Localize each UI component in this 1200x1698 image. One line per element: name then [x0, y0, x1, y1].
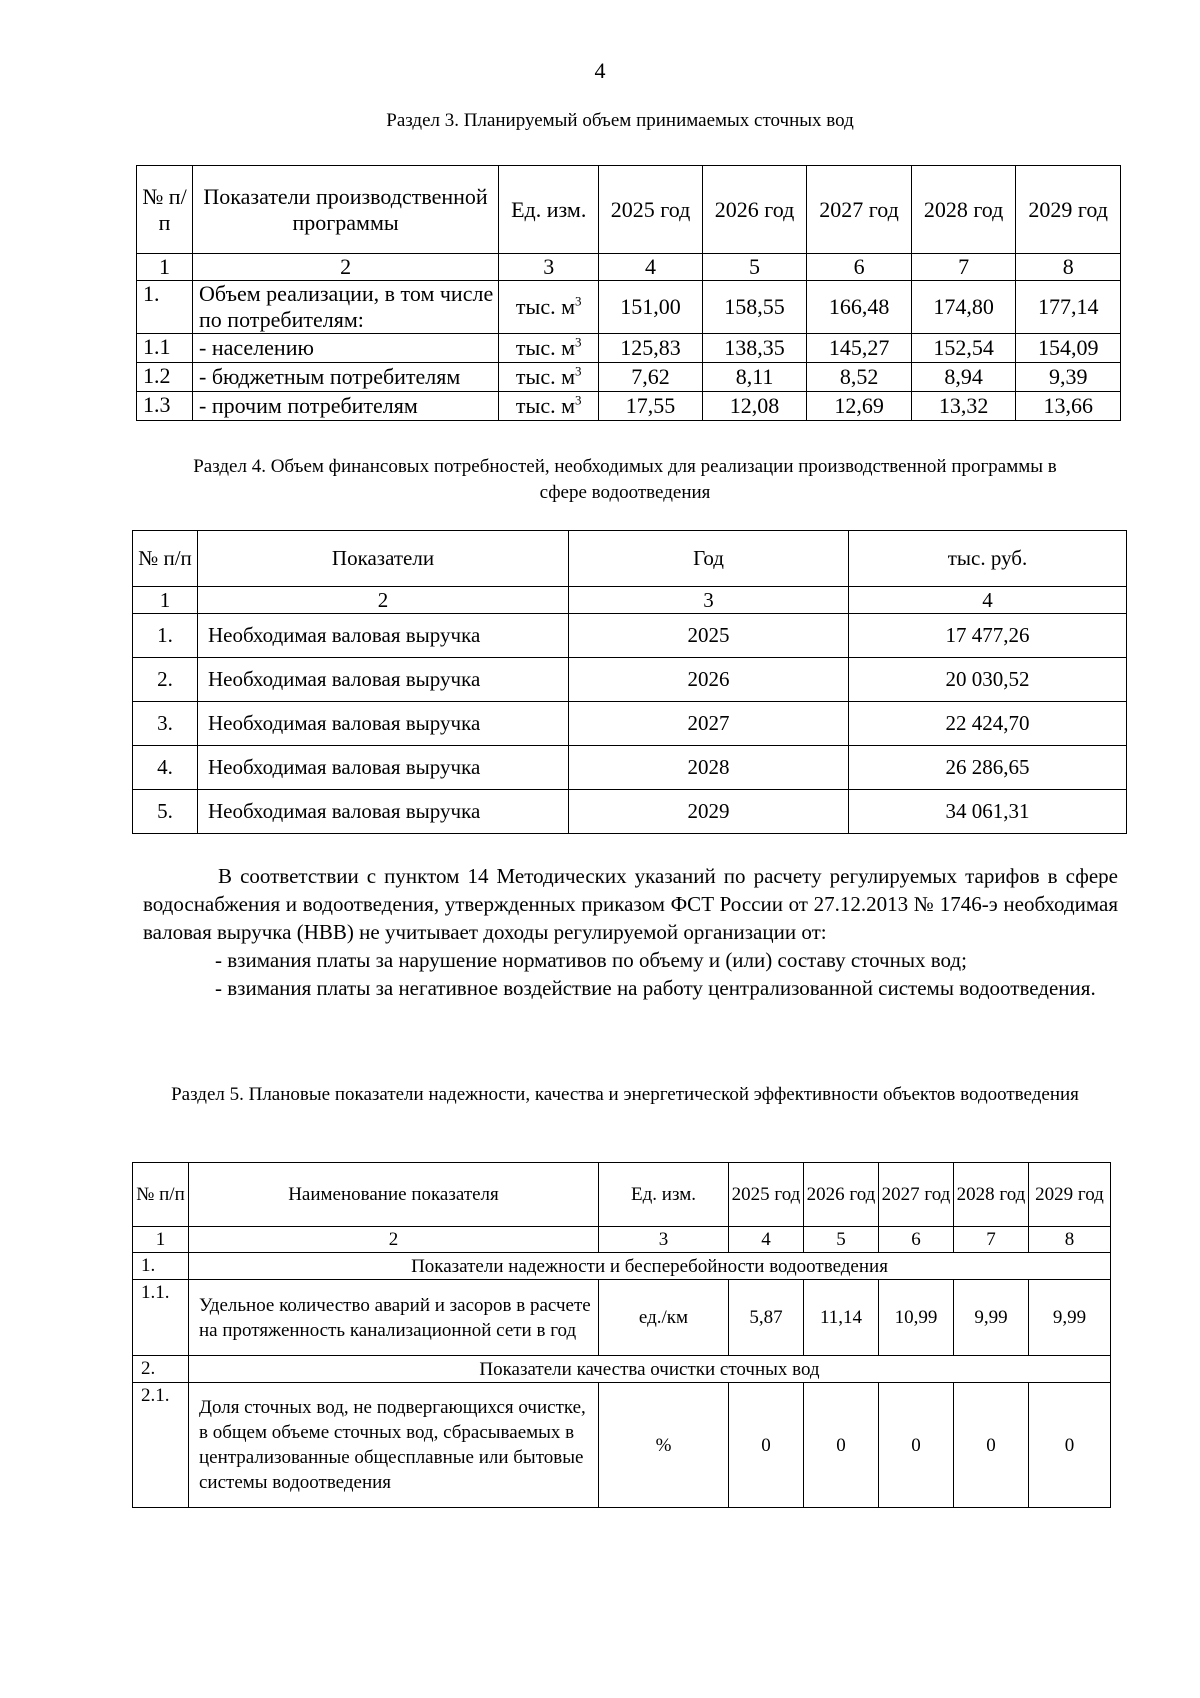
header-cell: № п/п: [133, 1163, 189, 1227]
row-name: Удельное количество аварий и засоров в расчете на протяженность канализационной сети в год: [189, 1280, 599, 1356]
column-number: 5: [702, 254, 807, 281]
header-cell: 2027 год: [807, 166, 912, 254]
value-cell: 22 424,70: [849, 702, 1127, 746]
row-name: Необходимая валовая выручка: [198, 702, 569, 746]
table-header-row: [133, 531, 1127, 587]
value-cell: 10,99: [879, 1280, 954, 1356]
value-cell: 152,54: [911, 334, 1016, 363]
row-name: Необходимая валовая выручка: [198, 790, 569, 834]
header-cell: Показатели производственной программы: [193, 166, 499, 254]
column-number-row: [133, 1227, 1111, 1253]
unit-cell: %: [599, 1383, 729, 1508]
table-row: [137, 281, 1121, 334]
year-cell: 2028: [569, 746, 849, 790]
value-cell: 0: [954, 1383, 1029, 1508]
value-cell: 8,52: [807, 363, 912, 392]
header-cell: 2025 год: [729, 1163, 804, 1227]
column-number: 2: [189, 1227, 599, 1253]
header-cell: Ед. изм.: [499, 166, 599, 254]
value-cell: 125,83: [599, 334, 702, 363]
header-cell: Год: [569, 531, 849, 587]
column-number: 4: [599, 254, 702, 281]
table-header-row: [137, 166, 1121, 254]
row-number: 1.: [133, 614, 198, 658]
row-number: 4.: [133, 746, 198, 790]
value-cell: 9,99: [1029, 1280, 1111, 1356]
column-number: 2: [198, 587, 569, 614]
table-row: [137, 363, 1121, 392]
column-number: 6: [807, 254, 912, 281]
row-number: 1.3: [137, 392, 193, 421]
body-paragraph: [143, 862, 1118, 1002]
value-cell: 12,08: [702, 392, 807, 421]
section5-table: [132, 1162, 1111, 1508]
table-row: [133, 790, 1127, 834]
unit-cell: тыс. $м^3$: [499, 363, 599, 392]
group-row: [133, 1253, 1111, 1280]
unit-cell: ед./км: [599, 1280, 729, 1356]
row-number: 2.: [133, 1356, 189, 1383]
row-number: 2.: [133, 658, 198, 702]
value-cell: 174,80: [911, 281, 1016, 334]
column-number: 8: [1016, 254, 1121, 281]
value-cell: 13,32: [911, 392, 1016, 421]
row-name: Необходимая валовая выручка: [198, 614, 569, 658]
row-number: 1.: [133, 1253, 189, 1280]
row-number: 5.: [133, 790, 198, 834]
row-number: 3.: [133, 702, 198, 746]
header-cell: Ед. изм.: [599, 1163, 729, 1227]
unit-cell: тыс. $м^3$: [499, 392, 599, 421]
unit-cell: тыс. $м^3$: [499, 334, 599, 363]
column-number: 1: [133, 1227, 189, 1253]
column-number: 4: [849, 587, 1127, 614]
value-cell: 145,27: [807, 334, 912, 363]
value-cell: 12,69: [807, 392, 912, 421]
column-number: 3: [499, 254, 599, 281]
value-cell: 20 030,52: [849, 658, 1127, 702]
table-row: [133, 614, 1127, 658]
row-name: Доля сточных вод, не подвергающихся очистке, в общем объеме сточных вод, сбрасываемых в централизованные общесплавные или бытовые системы водоотведения: [189, 1383, 599, 1508]
header-cell: 2026 год: [702, 166, 807, 254]
column-number-row: [133, 587, 1127, 614]
paragraph-item-1: - взимания платы за нарушение нормативов по объему и (или) составу сточных вод;: [215, 948, 967, 972]
page-number: 4: [594, 58, 606, 83]
row-number: 2.1.: [133, 1383, 189, 1508]
year-cell: 2027: [569, 702, 849, 746]
header-cell: Наименование показателя: [189, 1163, 599, 1227]
value-cell: 158,55: [702, 281, 807, 334]
section4-table: [132, 530, 1127, 834]
value-cell: 177,14: [1016, 281, 1121, 334]
row-name: - бюджетным потребителям: [193, 363, 499, 392]
value-cell: 17 477,26: [849, 614, 1127, 658]
table-row: [133, 1383, 1111, 1508]
section3-table: [136, 165, 1121, 421]
header-cell: № п/п: [137, 166, 193, 254]
row-name: Объем реализации, в том числе по потребителям:: [193, 281, 499, 334]
header-cell: 2025 год: [599, 166, 702, 254]
table-row: [133, 746, 1127, 790]
header-cell: 2026 год: [804, 1163, 879, 1227]
column-number: 7: [911, 254, 1016, 281]
year-cell: 2025: [569, 614, 849, 658]
header-cell: № п/п: [133, 531, 198, 587]
value-cell: 166,48: [807, 281, 912, 334]
row-name: Необходимая валовая выручка: [198, 746, 569, 790]
table-row: [133, 702, 1127, 746]
value-cell: 11,14: [804, 1280, 879, 1356]
row-number: 1.2: [137, 363, 193, 392]
row-number: 1.: [137, 281, 193, 334]
header-cell: 2028 год: [954, 1163, 1029, 1227]
paragraph-main: В соответствии с пунктом 14 Методических указаний по расчету регулируемых тарифов в сфере водоснабжения и водоотведения, утвержденных приказом ФСТ России от 27.12.2013 № 1746-э необходимая валовая выручка (НВВ) не учитывает доходы регулируемой организации от:: [143, 864, 1118, 944]
row-name: Необходимая валовая выручка: [198, 658, 569, 702]
value-cell: 154,09: [1016, 334, 1121, 363]
value-cell: 8,94: [911, 363, 1016, 392]
value-cell: 0: [804, 1383, 879, 1508]
value-cell: 9,39: [1016, 363, 1121, 392]
header-cell: тыс. руб.: [849, 531, 1127, 587]
table-row: [133, 658, 1127, 702]
value-cell: 138,35: [702, 334, 807, 363]
value-cell: 0: [879, 1383, 954, 1508]
column-number: 8: [1029, 1227, 1111, 1253]
column-number: 4: [729, 1227, 804, 1253]
group-row: [133, 1356, 1111, 1383]
column-number: 1: [133, 587, 198, 614]
header-cell: 2029 год: [1016, 166, 1121, 254]
table-row: [137, 334, 1121, 363]
row-name: - населению: [193, 334, 499, 363]
column-number: 5: [804, 1227, 879, 1253]
header-cell: Показатели: [198, 531, 569, 587]
section5-title: Раздел 5. Плановые показатели надежности, качества и энергетической эффективности объектов водоотведения: [171, 1084, 1079, 1105]
column-number: 7: [954, 1227, 1029, 1253]
group-title: Показатели качества очистки сточных вод: [189, 1356, 1111, 1383]
header-cell: 2028 год: [911, 166, 1016, 254]
value-cell: 9,99: [954, 1280, 1029, 1356]
column-number: 3: [569, 587, 849, 614]
table-header-row: [133, 1163, 1111, 1227]
column-number: 2: [193, 254, 499, 281]
value-cell: 34 061,31: [849, 790, 1127, 834]
value-cell: 151,00: [599, 281, 702, 334]
column-number: 1: [137, 254, 193, 281]
table-row: [133, 1280, 1111, 1356]
value-cell: 7,62: [599, 363, 702, 392]
year-cell: 2029: [569, 790, 849, 834]
row-name: - прочим потребителям: [193, 392, 499, 421]
unit-cell: тыс. $м^3$: [499, 281, 599, 334]
row-number: 1.1.: [133, 1280, 189, 1356]
header-cell: 2027 год: [879, 1163, 954, 1227]
paragraph-item-2: - взимания платы за негативное воздействие на работу централизованной системы водоотведения.: [215, 976, 1096, 1000]
section4-title: Раздел 4. Объем финансовых потребностей, необходимых для реализации производственной программы в сфере водоотведения: [193, 456, 1057, 503]
column-number-row: [137, 254, 1121, 281]
value-cell: 8,11: [702, 363, 807, 392]
section3-title: Раздел 3. Планируемый объем принимаемых сточных вод: [386, 110, 854, 131]
group-title: Показатели надежности и бесперебойности водоотведения: [189, 1253, 1111, 1280]
column-number: 3: [599, 1227, 729, 1253]
value-cell: 5,87: [729, 1280, 804, 1356]
value-cell: 0: [1029, 1383, 1111, 1508]
value-cell: 13,66: [1016, 392, 1121, 421]
value-cell: 0: [729, 1383, 804, 1508]
value-cell: 17,55: [599, 392, 702, 421]
header-cell: 2029 год: [1029, 1163, 1111, 1227]
column-number: 6: [879, 1227, 954, 1253]
table-row: [137, 392, 1121, 421]
year-cell: 2026: [569, 658, 849, 702]
value-cell: 26 286,65: [849, 746, 1127, 790]
row-number: 1.1: [137, 334, 193, 363]
